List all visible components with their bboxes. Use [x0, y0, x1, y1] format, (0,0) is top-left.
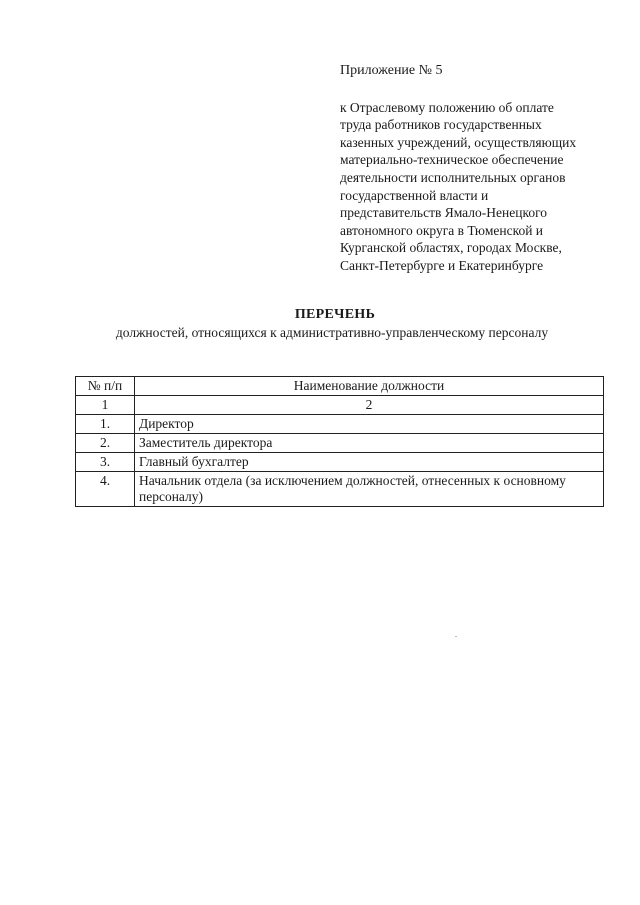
document-subtitle: должностей, относящихся к административно-управленческому персоналу	[115, 325, 549, 340]
table-row	[76, 472, 604, 507]
row-position-name: Главный бухгалтер	[135, 453, 604, 472]
positions-table	[75, 376, 604, 507]
numbering-cell: 1	[76, 396, 135, 415]
appendix-line: представительств Ямало-Ненецкого	[340, 205, 548, 221]
appendix-block	[340, 62, 630, 275]
header-number: № п/п	[76, 377, 135, 396]
table-row	[76, 434, 604, 453]
appendix-title: Приложение № 5	[340, 63, 443, 78]
appendix-line: к Отраслевому положению об оплате	[340, 99, 554, 115]
table-row	[76, 415, 604, 434]
document-heading	[0, 307, 640, 341]
row-position-name: Начальник отдела (за исключением должностей, отнесенных к основному персоналу)	[135, 472, 604, 507]
row-position-name: Директор	[135, 415, 604, 434]
table-header-row	[76, 377, 604, 396]
appendix-line: Санкт-Петербурге и Екатеринбурге	[340, 257, 544, 273]
appendix-line: казенных учреждений, осуществляющих	[340, 134, 577, 150]
appendix-line: труда работников государственных	[340, 117, 542, 133]
scan-speck	[455, 636, 457, 637]
row-position-name: Заместитель директора	[135, 434, 604, 453]
appendix-line: Курганской областях, городах Москве,	[340, 240, 562, 256]
numbering-cell: 2	[135, 396, 604, 415]
row-number: 2.	[76, 434, 135, 453]
appendix-line: автономного округа в Тюменской и	[340, 222, 544, 238]
table-row	[76, 453, 604, 472]
row-number: 4.	[76, 472, 135, 507]
table-numbering-row	[76, 396, 604, 415]
row-number: 3.	[76, 453, 135, 472]
appendix-line: деятельности исполнительных органов	[340, 169, 566, 185]
row-number: 1.	[76, 415, 135, 434]
appendix-line: государственной власти и	[340, 187, 489, 203]
document-title: ПЕРЕЧЕНЬ	[294, 307, 376, 322]
header-position-name: Наименование должности	[135, 377, 604, 396]
appendix-line: материально-техническое обеспечение	[340, 152, 564, 168]
